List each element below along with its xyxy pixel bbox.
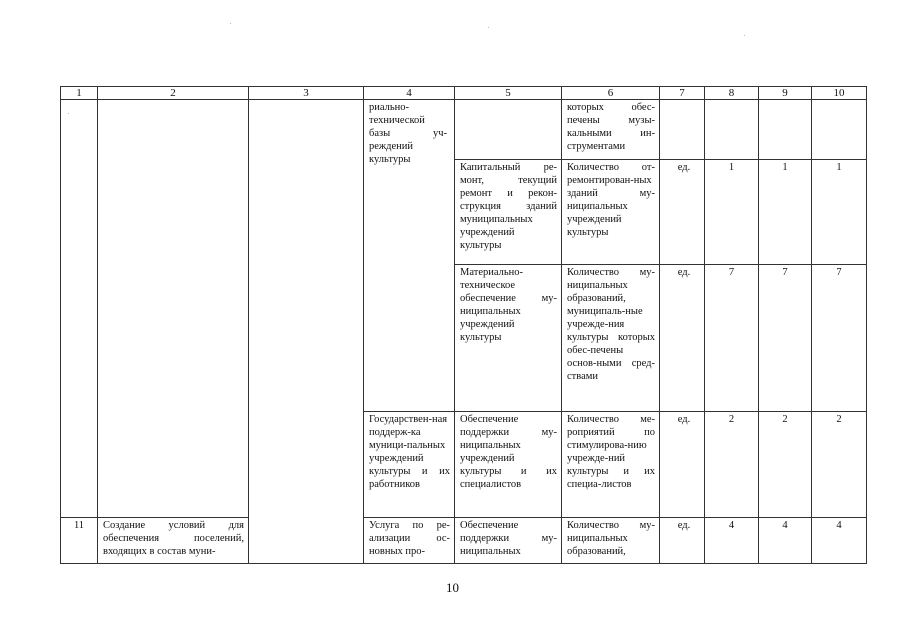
header-cell: 3 [249,87,364,100]
scan-speck [488,27,489,28]
table-cell [61,518,98,564]
table-cell [364,412,455,518]
cell-text: Услуга по ре-ализации ос-новных про- [369,520,450,557]
table-cell [660,265,705,412]
cell-text: Количество му-ниципальных образований, [567,520,655,557]
cell-text: Обеспечение поддержки му-ниципальных [460,520,557,557]
table-cell [98,518,249,564]
unit-label: ед. [677,162,691,173]
header-cell: 6 [562,87,660,100]
table-cell [455,412,562,518]
table-cell [660,100,705,160]
value-cell: 2 [782,414,788,425]
cell-text: Создание условий для обеспечения поселений, входящих в состав муни- [103,520,244,557]
table-cell [812,412,867,518]
header-cell: 5 [455,87,562,100]
cell-text: Количество ме-роприятий по стимулирова-нию учрежде-ний культуры и их специа-листов [567,414,655,490]
value-cell: 1 [782,162,788,173]
table-cell [455,100,562,160]
unit-label: ед. [677,520,691,531]
table-cell [364,100,455,412]
page-number: 10 [446,580,459,595]
value-cell: 2 [836,414,842,425]
header-cell: 8 [705,87,759,100]
table-header-row [61,87,867,100]
table-cell [562,518,660,564]
table-cell [660,518,705,564]
scan-speck [744,35,745,36]
table-cell [812,160,867,265]
cell-text: Количество му-ниципальных образований, муниципаль-ные учрежде-ния культуры которых обес-печены основ-ными сред-ствами [567,267,655,382]
data-table [60,86,867,564]
table-cell [562,100,660,160]
value-cell: 4 [728,520,735,531]
table-cell [705,518,759,564]
table-cell [812,265,867,412]
table-cell [759,518,812,564]
table-cell [705,265,759,412]
table-cell [759,160,812,265]
table-row [61,100,867,160]
cell-text: Государствен-ная поддерж-ка муници-пальных учреждений культуры и их работников [369,414,450,490]
table-cell [455,160,562,265]
table-cell [705,160,759,265]
cell-text: Обеспечение поддержки му-ниципальных учреждений культуры и их специалистов [460,414,557,490]
table-cell [61,100,98,518]
unit-label: ед. [677,267,691,278]
value-cell: 4 [836,520,842,531]
header-cell: 1 [61,87,98,100]
table-cell [364,518,455,564]
header-cell: 7 [660,87,705,100]
table-cell [562,265,660,412]
value-cell: 7 [836,267,842,278]
cell-text: Капитальный ре-монт, текущий ремонт и рекон-струкция зданий муниципальных учреждений культуры [460,162,557,251]
table-cell [759,100,812,160]
table-cell [705,412,759,518]
row-number: 11 [73,520,85,531]
table-cell [562,160,660,265]
table-cell [98,100,249,518]
table-cell [455,265,562,412]
table-cell [562,412,660,518]
table-cell [812,518,867,564]
scan-speck [230,23,231,24]
cell-text: Материально-техническое обеспечение му-ниципальных учреждений культуры [460,267,557,343]
table-cell [455,518,562,564]
table-cell [705,100,759,160]
header-cell: 4 [364,87,455,100]
table-cell [759,265,812,412]
header-cell: 10 [812,87,867,100]
cell-text: которых обес-печены музы-кальными ин-струментами [567,102,655,152]
cell-text: Количество от-ремонтирован-ных зданий му-ниципальных учреждений культуры [567,162,655,238]
value-cell: 1 [836,162,842,173]
table-cell [249,100,364,564]
table-cell [660,412,705,518]
table-cell [812,100,867,160]
table-cell [759,412,812,518]
value-cell: 2 [728,414,735,425]
value-cell: 1 [728,162,735,173]
table-row [61,518,867,564]
header-cell: 9 [759,87,812,100]
value-cell: 7 [728,267,735,278]
table-cell [660,160,705,265]
value-cell: 4 [782,520,788,531]
cell-text: риально-технической базы уч-реждений культуры [369,102,447,165]
header-cell: 2 [98,87,249,100]
unit-label: ед. [677,414,691,425]
value-cell: 7 [782,267,788,278]
scan-speck [68,113,69,114]
